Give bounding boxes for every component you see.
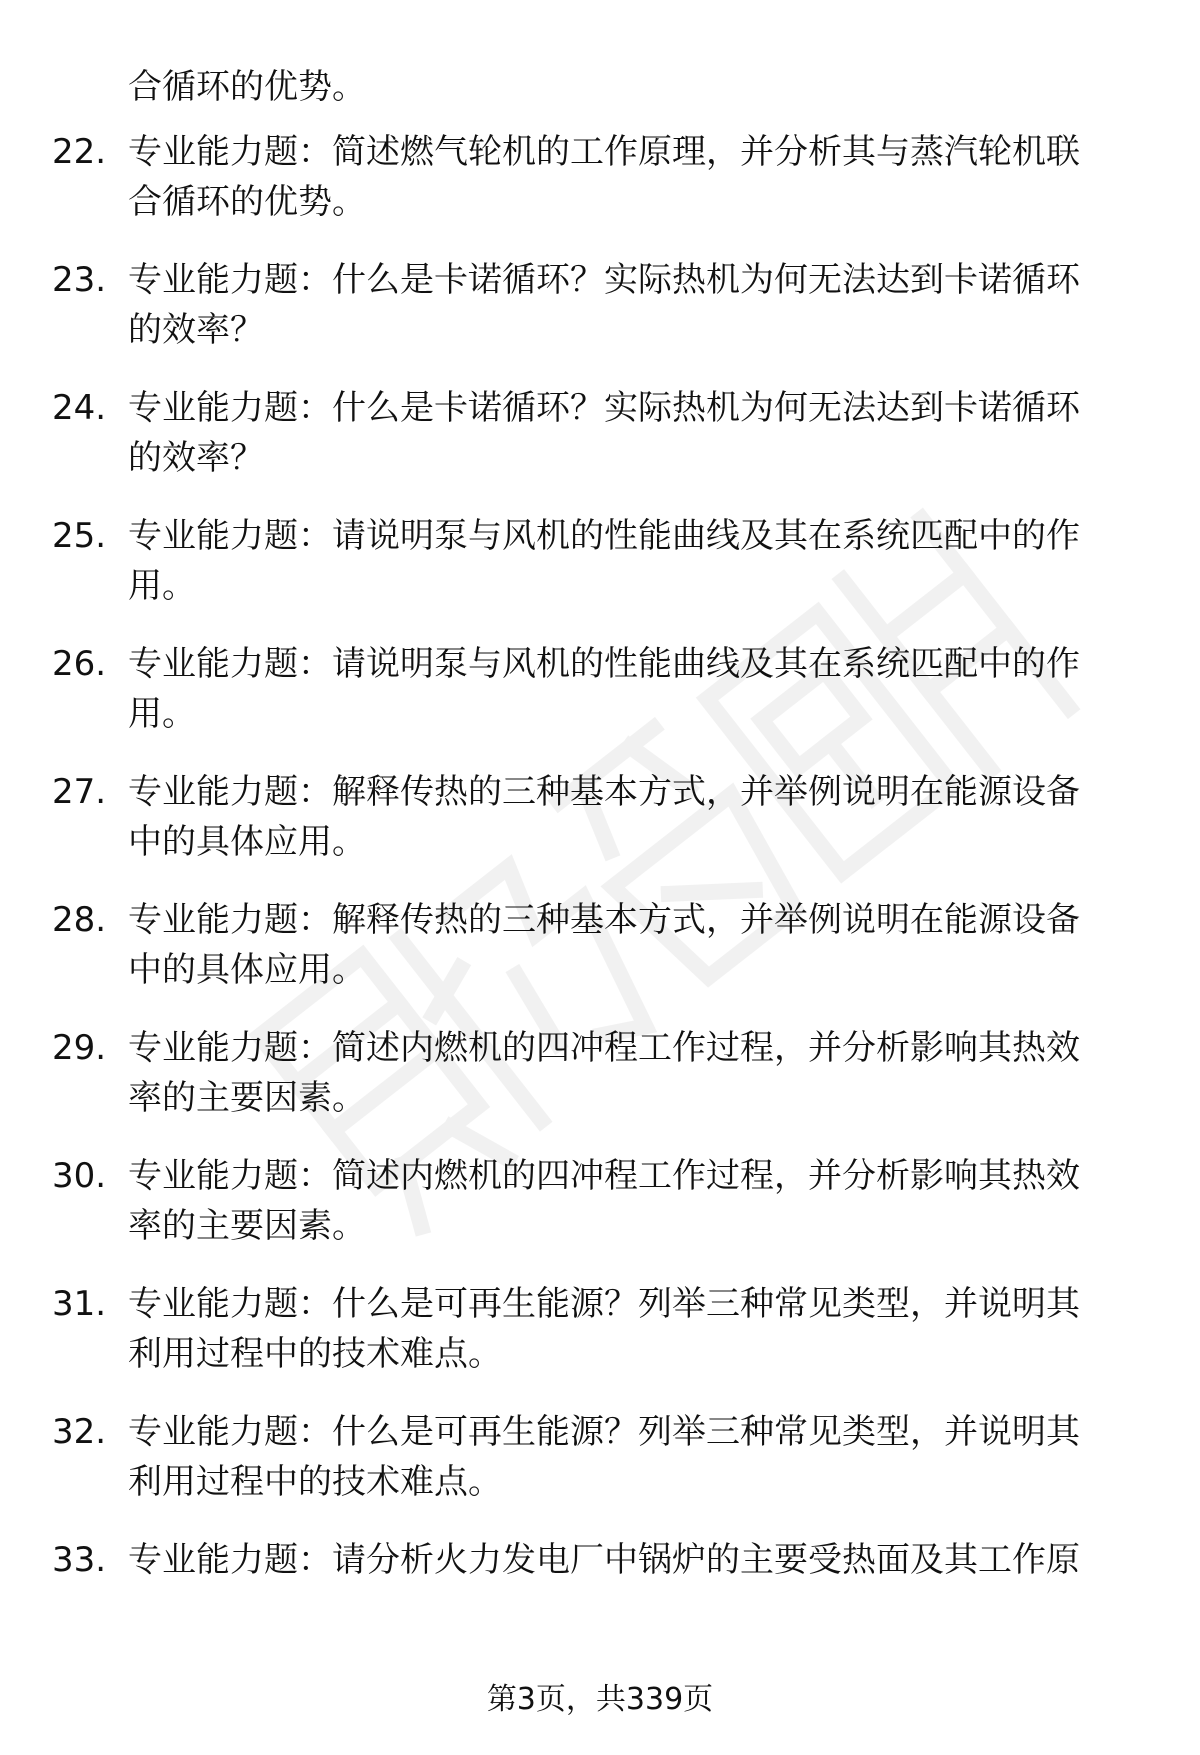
list-item: [52, 1151, 1152, 1261]
list-item: [52, 767, 1152, 877]
item-line-1: 专业能力题：请说明泵与风机的性能曲线及其在系统匹配中的作: [128, 644, 1080, 684]
continuation-line: 合循环的优势。: [128, 67, 366, 107]
item-line-2: 中的具体应用。: [128, 950, 366, 990]
item-number: 26.: [52, 644, 107, 684]
item-number: 28.: [52, 900, 107, 940]
list-item: [52, 127, 1152, 237]
item-text: [128, 1023, 1148, 1123]
item-line-1: 专业能力题：什么是卡诺循环？实际热机为何无法达到卡诺循环: [128, 388, 1080, 428]
item-text: [128, 767, 1148, 867]
item-line-1: 专业能力题：什么是可再生能源？列举三种常见类型，并说明其: [128, 1284, 1080, 1324]
item-text: [128, 255, 1148, 355]
list-item: [52, 511, 1152, 621]
item-line-2: 的效率？: [128, 438, 264, 478]
item-number: 24.: [52, 388, 107, 428]
item-line-1: 专业能力题：解释传热的三种基本方式，并举例说明在能源设备: [128, 772, 1080, 812]
item-number: 31.: [52, 1284, 107, 1324]
list-item: [52, 639, 1152, 749]
item-text: [128, 895, 1148, 995]
list-item: [52, 255, 1152, 365]
item-line-2: 用。: [128, 566, 196, 606]
item-text: [128, 1535, 1148, 1585]
page-number-footer: 第3页，共339页: [486, 1682, 714, 1717]
list-item: [52, 1407, 1152, 1517]
item-number: 23.: [52, 260, 107, 300]
item-line-2: 用。: [128, 694, 196, 734]
item-number: 30.: [52, 1156, 107, 1196]
item-number: 27.: [52, 772, 107, 812]
item-text: [128, 383, 1148, 483]
item-text: [128, 1407, 1148, 1507]
item-text: [128, 639, 1148, 739]
item-text: [128, 127, 1148, 227]
item-text: [128, 1151, 1148, 1251]
item-line-2: 利用过程中的技术难点。: [128, 1334, 502, 1374]
item-line-1: 专业能力题：请说明泵与风机的性能曲线及其在系统匹配中的作: [128, 516, 1080, 556]
item-number: 32.: [52, 1412, 107, 1452]
list-item: [52, 1023, 1152, 1133]
item-number: 25.: [52, 516, 107, 556]
item-line-1: 专业能力题：请分析火力发电厂中锅炉的主要受热面及其工作原: [128, 1540, 1080, 1580]
item-number: 22.: [52, 132, 107, 172]
item-line-1: 专业能力题：什么是卡诺循环？实际热机为何无法达到卡诺循环: [128, 260, 1080, 300]
item-line-1: 专业能力题：简述内燃机的四冲程工作过程，并分析影响其热效: [128, 1028, 1080, 1068]
list-item: [52, 895, 1152, 1005]
item-line-2: 率的主要因素。: [128, 1078, 366, 1118]
list-item: [52, 1535, 1152, 1595]
item-number: 29.: [52, 1028, 107, 1068]
item-text: [128, 511, 1148, 611]
item-line-1: 专业能力题：简述内燃机的四冲程工作过程，并分析影响其热效: [128, 1156, 1080, 1196]
item-number: 33.: [52, 1540, 107, 1580]
item-line-1: 专业能力题：解释传热的三种基本方式，并举例说明在能源设备: [128, 900, 1080, 940]
item-line-2: 中的具体应用。: [128, 822, 366, 862]
item-line-1: 专业能力题：什么是可再生能源？列举三种常见类型，并说明其: [128, 1412, 1080, 1452]
list-item: [52, 383, 1152, 493]
item-text: [128, 1279, 1148, 1379]
item-line-2: 利用过程中的技术难点。: [128, 1462, 502, 1502]
item-line-2: 率的主要因素。: [128, 1206, 366, 1246]
item-line-1: 专业能力题：简述燃气轮机的工作原理，并分析其与蒸汽轮机联: [128, 132, 1080, 172]
list-item: [52, 1279, 1152, 1389]
item-line-2: 合循环的优势。: [128, 182, 366, 222]
item-line-2: 的效率？: [128, 310, 264, 350]
